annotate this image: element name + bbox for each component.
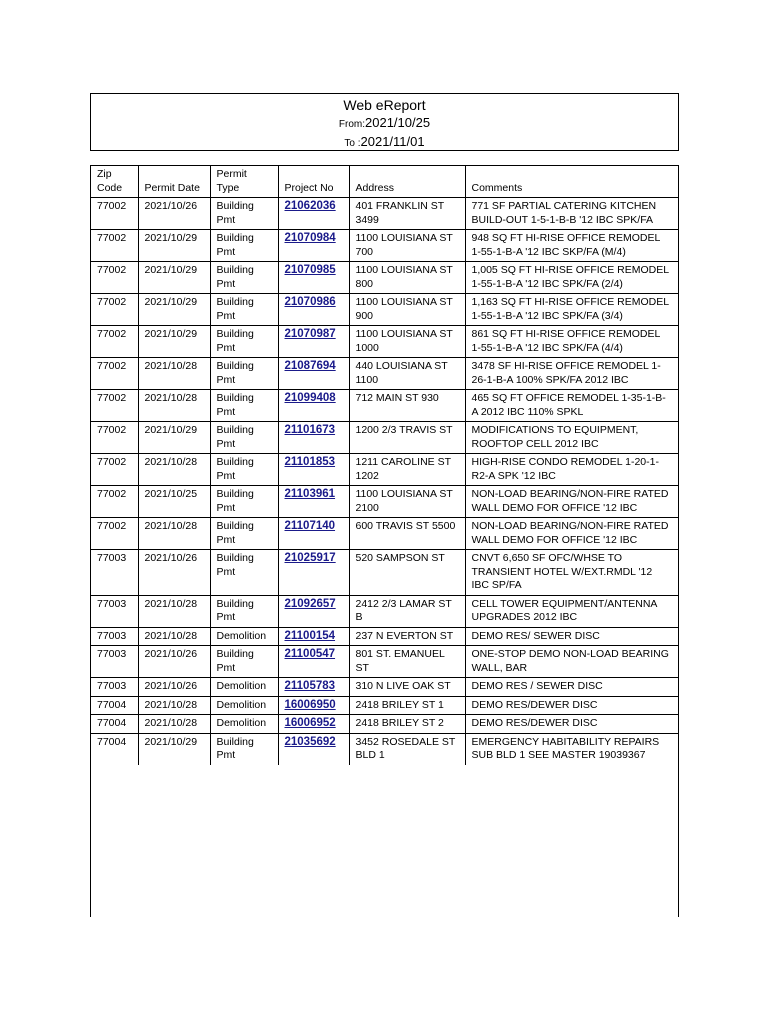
address-cell: 600 TRAVIS ST 5500: [349, 518, 465, 550]
project-no-cell: [278, 230, 349, 262]
zip-code-cell: 77003: [91, 678, 138, 697]
comments-cell: HIGH-RISE CONDO REMODEL 1-20-1-R2-A SPK '12 IBC: [465, 454, 678, 486]
permit-date-cell: 2021/10/26: [138, 550, 210, 596]
comments-cell: MODIFICATIONS TO EQUIPMENT, ROOFTOP CELL 2012 IBC: [465, 422, 678, 454]
table-row: [91, 715, 678, 734]
zip-code-cell: 77003: [91, 627, 138, 646]
table-row: [91, 678, 678, 697]
permit-type-cell: Building Pmt: [210, 646, 278, 678]
project-no-cell: [278, 198, 349, 230]
address-cell: 440 LOUISIANA ST 1100: [349, 358, 465, 390]
project-no-link[interactable]: 21100154: [284, 629, 336, 642]
zip-code-cell: 77004: [91, 715, 138, 734]
permit-type-cell: Building Pmt: [210, 390, 278, 422]
permit-type-cell: Demolition: [210, 715, 278, 734]
comments-cell: 1,163 SQ FT HI-RISE OFFICE REMODEL 1-55-1-B-A '12 IBC SPK/FA (3/4): [465, 294, 678, 326]
comments-cell: NON-LOAD BEARING/NON-FIRE RATED WALL DEMO FOR OFFICE '12 IBC: [465, 486, 678, 518]
comments-cell: DEMO RES/DEWER DISC: [465, 696, 678, 715]
table-row: [91, 733, 678, 765]
project-no-link[interactable]: 21103961: [284, 488, 336, 500]
project-no-cell: [278, 733, 349, 765]
project-no-link[interactable]: 21035692: [284, 735, 336, 748]
project-no-cell: [278, 294, 349, 326]
address-cell: 1100 LOUISIANA ST 1000: [349, 326, 465, 358]
permit-type-cell: Building Pmt: [210, 230, 278, 262]
permit-date-cell: 2021/10/28: [138, 715, 210, 734]
project-no-cell: [278, 627, 349, 646]
project-no-link[interactable]: 21070987: [284, 328, 336, 340]
address-cell: 2418 BRILEY ST 1: [349, 696, 465, 715]
address-cell: 1100 LOUISIANA ST 2100: [349, 486, 465, 518]
comments-cell: 861 SQ FT HI-RISE OFFICE REMODEL 1-55-1-B-A '12 IBC SPK/FA (4/4): [465, 326, 678, 358]
permits-table-container: [90, 165, 679, 917]
address-cell: 1100 LOUISIANA ST 800: [349, 262, 465, 294]
column-header: Zip Code: [91, 166, 138, 198]
zip-code-cell: 77003: [91, 595, 138, 627]
from-date: 2021/10/25: [365, 115, 431, 130]
permit-type-cell: Demolition: [210, 627, 278, 646]
project-no-link[interactable]: 21107140: [284, 520, 336, 532]
table-row: [91, 595, 678, 627]
project-no-cell: [278, 390, 349, 422]
table-row: [91, 696, 678, 715]
permit-date-cell: 2021/10/26: [138, 198, 210, 230]
zip-code-cell: 77002: [91, 454, 138, 486]
project-no-cell: [278, 696, 349, 715]
permit-type-cell: Building Pmt: [210, 326, 278, 358]
table-row: [91, 262, 678, 294]
comments-cell: DEMO RES / SEWER DISC: [465, 678, 678, 697]
from-line: [91, 114, 678, 133]
permit-type-cell: Demolition: [210, 696, 278, 715]
permits-table: [91, 166, 678, 765]
project-no-link[interactable]: 21101673: [284, 424, 336, 436]
project-no-link[interactable]: 21070986: [284, 296, 336, 308]
project-no-cell: [278, 595, 349, 627]
permit-date-cell: 2021/10/29: [138, 294, 210, 326]
address-cell: 712 MAIN ST 930: [349, 390, 465, 422]
column-header: Permit Type: [210, 166, 278, 198]
permit-type-cell: Building Pmt: [210, 294, 278, 326]
column-header: Address: [349, 166, 465, 198]
address-cell: 401 FRANKLIN ST 3499: [349, 198, 465, 230]
comments-cell: DEMO RES/DEWER DISC: [465, 715, 678, 734]
zip-code-cell: 77002: [91, 358, 138, 390]
zip-code-cell: 77002: [91, 390, 138, 422]
column-header: Permit Date: [138, 166, 210, 198]
report-title: Web eReport: [343, 97, 426, 113]
comments-cell: 1,005 SQ FT HI-RISE OFFICE REMODEL 1-55-1-B-A '12 IBC SPK/FA (2/4): [465, 262, 678, 294]
comments-cell: CELL TOWER EQUIPMENT/ANTENNA UPGRADES 2012 IBC: [465, 595, 678, 627]
address-cell: 1100 LOUISIANA ST 700: [349, 230, 465, 262]
project-no-cell: [278, 262, 349, 294]
permit-date-cell: 2021/10/28: [138, 358, 210, 390]
project-no-link[interactable]: 16006950: [284, 698, 336, 711]
project-no-link[interactable]: 21100547: [284, 648, 336, 660]
zip-code-cell: 77004: [91, 696, 138, 715]
table-row: [91, 294, 678, 326]
to-date: 2021/11/01: [360, 134, 425, 149]
table-row: [91, 326, 678, 358]
project-no-link[interactable]: 21099408: [284, 392, 336, 404]
project-no-link[interactable]: 21025917: [284, 552, 336, 564]
permit-type-cell: Building Pmt: [210, 262, 278, 294]
permit-type-cell: Demolition: [210, 678, 278, 697]
from-label: From:: [338, 119, 366, 130]
address-cell: 237 N EVERTON ST: [349, 627, 465, 646]
permit-type-cell: Building Pmt: [210, 422, 278, 454]
permit-type-cell: Building Pmt: [210, 486, 278, 518]
project-no-link[interactable]: 21062036: [284, 200, 336, 212]
project-no-link[interactable]: 21101853: [284, 456, 336, 468]
permit-date-cell: 2021/10/28: [138, 595, 210, 627]
zip-code-cell: 77002: [91, 518, 138, 550]
to-label: To :: [344, 138, 361, 149]
project-no-link[interactable]: 21070984: [284, 232, 336, 244]
report-header: [90, 93, 679, 151]
comments-cell: NON-LOAD BEARING/NON-FIRE RATED WALL DEMO FOR OFFICE '12 IBC: [465, 518, 678, 550]
address-cell: 801 ST. EMANUEL ST: [349, 646, 465, 678]
table-row: [91, 230, 678, 262]
address-cell: 1100 LOUISIANA ST 900: [349, 294, 465, 326]
address-cell: 310 N LIVE OAK ST: [349, 678, 465, 697]
column-header: Comments: [465, 166, 678, 198]
zip-code-cell: 77004: [91, 733, 138, 765]
column-header: Project No: [278, 166, 349, 198]
project-no-cell: [278, 486, 349, 518]
project-no-link[interactable]: 16006952: [284, 717, 336, 729]
project-no-link[interactable]: 21070985: [284, 264, 336, 276]
zip-code-cell: 77002: [91, 422, 138, 454]
comments-cell: ONE-STOP DEMO NON-LOAD BEARING WALL, BAR: [465, 646, 678, 678]
permit-type-cell: Building Pmt: [210, 198, 278, 230]
permit-date-cell: 2021/10/29: [138, 262, 210, 294]
permit-type-cell: Building Pmt: [210, 518, 278, 550]
address-cell: 1200 2/3 TRAVIS ST: [349, 422, 465, 454]
permit-date-cell: 2021/10/26: [138, 646, 210, 678]
address-cell: 520 SAMPSON ST: [349, 550, 465, 596]
permit-date-cell: 2021/10/28: [138, 518, 210, 550]
project-no-cell: [278, 518, 349, 550]
address-cell: 3452 ROSEDALE ST BLD 1: [349, 733, 465, 765]
project-no-cell: [278, 550, 349, 596]
table-row: [91, 518, 678, 550]
permit-type-cell: Building Pmt: [210, 733, 278, 765]
permit-date-cell: 2021/10/29: [138, 422, 210, 454]
to-line: [91, 133, 678, 152]
address-cell: 2418 BRILEY ST 2: [349, 715, 465, 734]
project-no-link[interactable]: 21087694: [284, 360, 336, 372]
permit-type-cell: Building Pmt: [210, 358, 278, 390]
permit-date-cell: 2021/10/28: [138, 454, 210, 486]
comments-cell: CNVT 6,650 SF OFC/WHSE TO TRANSIENT HOTEL W/EXT.RMDL '12 IBC SP/FA: [465, 550, 678, 596]
comments-cell: 948 SQ FT HI-RISE OFFICE REMODEL 1-55-1-B-A '12 IBC SKP/FA (M/4): [465, 230, 678, 262]
permit-date-cell: 2021/10/25: [138, 486, 210, 518]
zip-code-cell: 77003: [91, 550, 138, 596]
zip-code-cell: 77003: [91, 646, 138, 678]
table-row: [91, 422, 678, 454]
permit-date-cell: 2021/10/29: [138, 326, 210, 358]
permit-date-cell: 2021/10/28: [138, 696, 210, 715]
zip-code-cell: 77002: [91, 294, 138, 326]
table-row: [91, 627, 678, 646]
permit-type-cell: Building Pmt: [210, 550, 278, 596]
comments-cell: 3478 SF HI-RISE OFFICE REMODEL 1-26-1-B-A 100% SPK/FA 2012 IBC: [465, 358, 678, 390]
project-no-cell: [278, 422, 349, 454]
zip-code-cell: 77002: [91, 198, 138, 230]
zip-code-cell: 77002: [91, 486, 138, 518]
permit-date-cell: 2021/10/26: [138, 678, 210, 697]
permit-date-cell: 2021/10/29: [138, 230, 210, 262]
address-cell: 2412 2/3 LAMAR ST B: [349, 595, 465, 627]
table-row: [91, 358, 678, 390]
comments-cell: EMERGENCY HABITABILITY REPAIRS SUB BLD 1 SEE MASTER 19039367: [471, 735, 660, 761]
table-row: [91, 486, 678, 518]
comments-cell: 465 SQ FT OFFICE REMODEL 1-35-1-B-A 2012 IBC 110% SPKL: [465, 390, 678, 422]
zip-code-cell: 77002: [91, 262, 138, 294]
permit-date-cell: 2021/10/29: [138, 733, 210, 765]
project-no-link[interactable]: 21092657: [284, 597, 336, 610]
project-no-cell: [278, 646, 349, 678]
project-no-cell: [278, 454, 349, 486]
comments-cell: 771 SF PARTIAL CATERING KITCHEN BUILD-OUT 1-5-1-B-B '12 IBC SPK/FA: [465, 198, 678, 230]
zip-code-cell: 77002: [91, 326, 138, 358]
project-no-link[interactable]: 21105783: [284, 680, 336, 692]
table-row: [91, 550, 678, 596]
project-no-cell: [278, 358, 349, 390]
permit-date-cell: 2021/10/28: [138, 627, 210, 646]
table-row: [91, 646, 678, 678]
comments-cell: DEMO RES/ SEWER DISC: [465, 627, 678, 646]
permit-type-cell: Building Pmt: [210, 595, 278, 627]
table-row: [91, 390, 678, 422]
table-header-row: [91, 166, 678, 198]
table-row: [91, 454, 678, 486]
address-cell: 1211 CAROLINE ST 1202: [349, 454, 465, 486]
zip-code-cell: 77002: [91, 230, 138, 262]
table-row: [91, 198, 678, 230]
project-no-cell: [278, 326, 349, 358]
permit-type-cell: Building Pmt: [210, 454, 278, 486]
permit-date-cell: 2021/10/28: [138, 390, 210, 422]
project-no-cell: [278, 715, 349, 734]
project-no-cell: [278, 678, 349, 697]
